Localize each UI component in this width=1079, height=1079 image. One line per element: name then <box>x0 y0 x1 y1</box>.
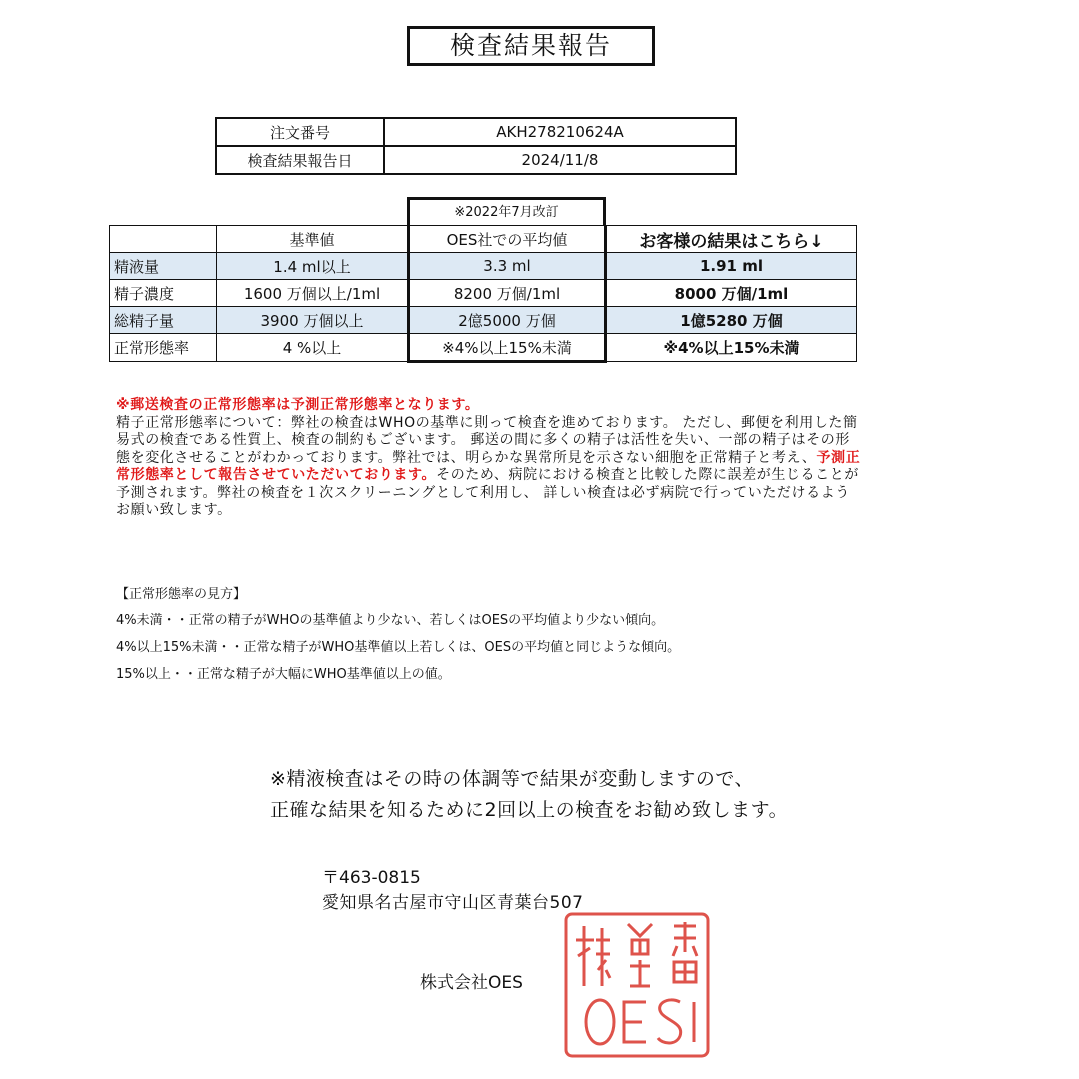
order-number-label: 注文番号 <box>216 118 384 146</box>
warning-line-2: 正確な結果を知るために2回以上の検査をお勧め致します。 <box>270 799 789 821</box>
row-standard: 4 %以上 <box>217 334 409 362</box>
revision-note: ※2022年7月改訂 <box>407 197 606 225</box>
row-standard: 3900 万個以上 <box>217 307 409 334</box>
row-average: 8200 万個/1ml <box>409 280 606 307</box>
table-row <box>110 280 857 307</box>
note-heading: ※郵送検査の正常形態率は予測正常形態率となります。 <box>116 397 480 413</box>
company-name: 株式会社OES <box>420 973 523 993</box>
postal-code: 〒463-0815 <box>322 868 421 888</box>
how-to-read-line: 4%未満・・正常の精子がWHOの基準値より少ない、若しくはOESの平均値より少ない傾向。 <box>116 613 665 628</box>
order-number-value: AKH278210624A <box>384 118 736 146</box>
how-to-read-line: 15%以上・・正常な精子が大幅にWHO基準値以上の値。 <box>116 667 451 682</box>
results-table <box>109 225 857 363</box>
page-title: 検査結果報告 <box>407 26 655 66</box>
row-average: 2億5000 万個 <box>409 307 606 334</box>
how-to-read-heading: 【正常形態率の見方】 <box>116 587 247 602</box>
row-standard: 1.4 ml以上 <box>217 253 409 280</box>
header-customer: お客様の結果はこちら↓ <box>606 226 857 253</box>
header-empty <box>110 226 217 253</box>
table-row <box>110 334 857 362</box>
row-average: 3.3 ml <box>409 253 606 280</box>
table-row <box>110 253 857 280</box>
note-body-2: そのため、病院における検査と比較した際に誤差が生じることが予測されます。弊社の検査を１次スクリーニングとして利用し、 詳しい検査は必ず病院で行っていただけるようお願い致します。 <box>116 467 859 518</box>
how-to-read-line: 4%以上15%未満・・正常な精子がWHO基準値以上若しくは、OESの平均値と同じような傾向。 <box>116 640 681 655</box>
row-standard: 1600 万個以上/1ml <box>217 280 409 307</box>
row-customer: 8000 万個/1ml <box>606 280 857 307</box>
row-customer: 1.91 ml <box>606 253 857 280</box>
report-date-value: 2024/11/8 <box>384 146 736 174</box>
row-label: 総精子量 <box>110 307 217 334</box>
header-average: OES社での平均値 <box>409 226 606 253</box>
header-standard: 基準値 <box>217 226 409 253</box>
report-date-label: 検査結果報告日 <box>216 146 384 174</box>
morphology-note <box>116 397 864 520</box>
row-customer: 1億5280 万個 <box>606 307 857 334</box>
retest-warning <box>270 764 788 826</box>
results-header-row <box>110 226 857 253</box>
note-body-1: 精子正常形態率について：弊社の検査はWHOの基準に則って検査を進めております。 ただし、郵便を利用した簡易式の検査である性質上、検査の制約もございます。 郵送の間に多くの精子は活性を失い、一部の精子はその形態を変化させることがわかっております。弊社では、明らかな異常所見を示さない細胞を正常精子と考え、 <box>116 414 858 466</box>
company-seal-icon <box>562 910 712 1060</box>
row-average: ※4%以上15%未満 <box>409 334 606 362</box>
report-date-row <box>216 146 736 174</box>
order-info-table <box>215 117 737 175</box>
order-number-row <box>216 118 736 146</box>
row-label: 精液量 <box>110 253 217 280</box>
table-row <box>110 307 857 334</box>
row-label: 精子濃度 <box>110 280 217 307</box>
warning-line-1: ※精液検査はその時の体調等で結果が変動しますので、 <box>270 768 755 790</box>
note-highlight: 予測正常形態率として報告させていただいております。 <box>116 449 861 483</box>
address-line: 愛知県名古屋市守山区青葉台507 <box>322 893 584 913</box>
row-customer: ※4%以上15%未満 <box>606 334 857 362</box>
row-label: 正常形態率 <box>110 334 217 362</box>
note-body <box>116 415 864 520</box>
